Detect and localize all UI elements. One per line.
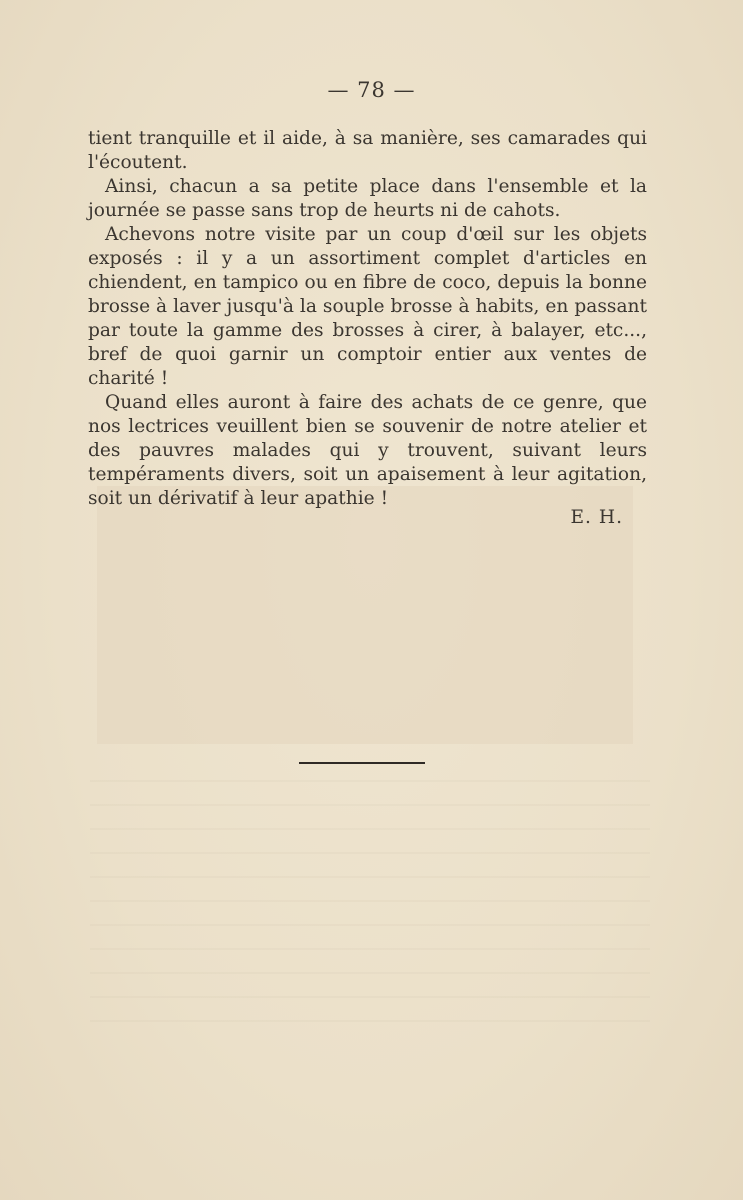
article-body — [88, 127, 647, 511]
page-number: — 78 — — [327, 78, 416, 102]
paragraph-2: Ainsi, chacun a sa petite place dans l'ensemble et la journée se passe sans trop de heurts ni de cahots. — [88, 176, 647, 221]
end-rule-divider — [299, 762, 425, 764]
author-signature: E. H. — [570, 507, 623, 528]
bleed-through-image-shadow — [97, 486, 633, 744]
paragraph-1: tient tranquille et il aide, à sa manière, ses camarades qui l'écoutent. — [88, 128, 647, 173]
paragraph-4: Quand elles auront à faire des achats de ce genre, que nos lectrices veuillent bien se souvenir de notre atelier et des pauvres malades qui y trouvent, suivant leurs tempéraments divers, soit un apaisement à leur agitation, soit un dérivatif à leur apathie ! — [88, 392, 647, 509]
bleed-through-text-shadow — [90, 780, 650, 1040]
paragraph-3: Achevons notre visite par un coup d'œil sur les objets exposés : il y a un assortiment complet d'articles en chiendent, en tampico ou en fibre de coco, depuis la bonne brosse à laver jusqu'à la souple brosse à habits, en passant par toute la gamme des brosses à cirer, à balayer, etc..., bref de quoi garnir un comptoir entier aux ventes de charité ! — [88, 224, 647, 389]
